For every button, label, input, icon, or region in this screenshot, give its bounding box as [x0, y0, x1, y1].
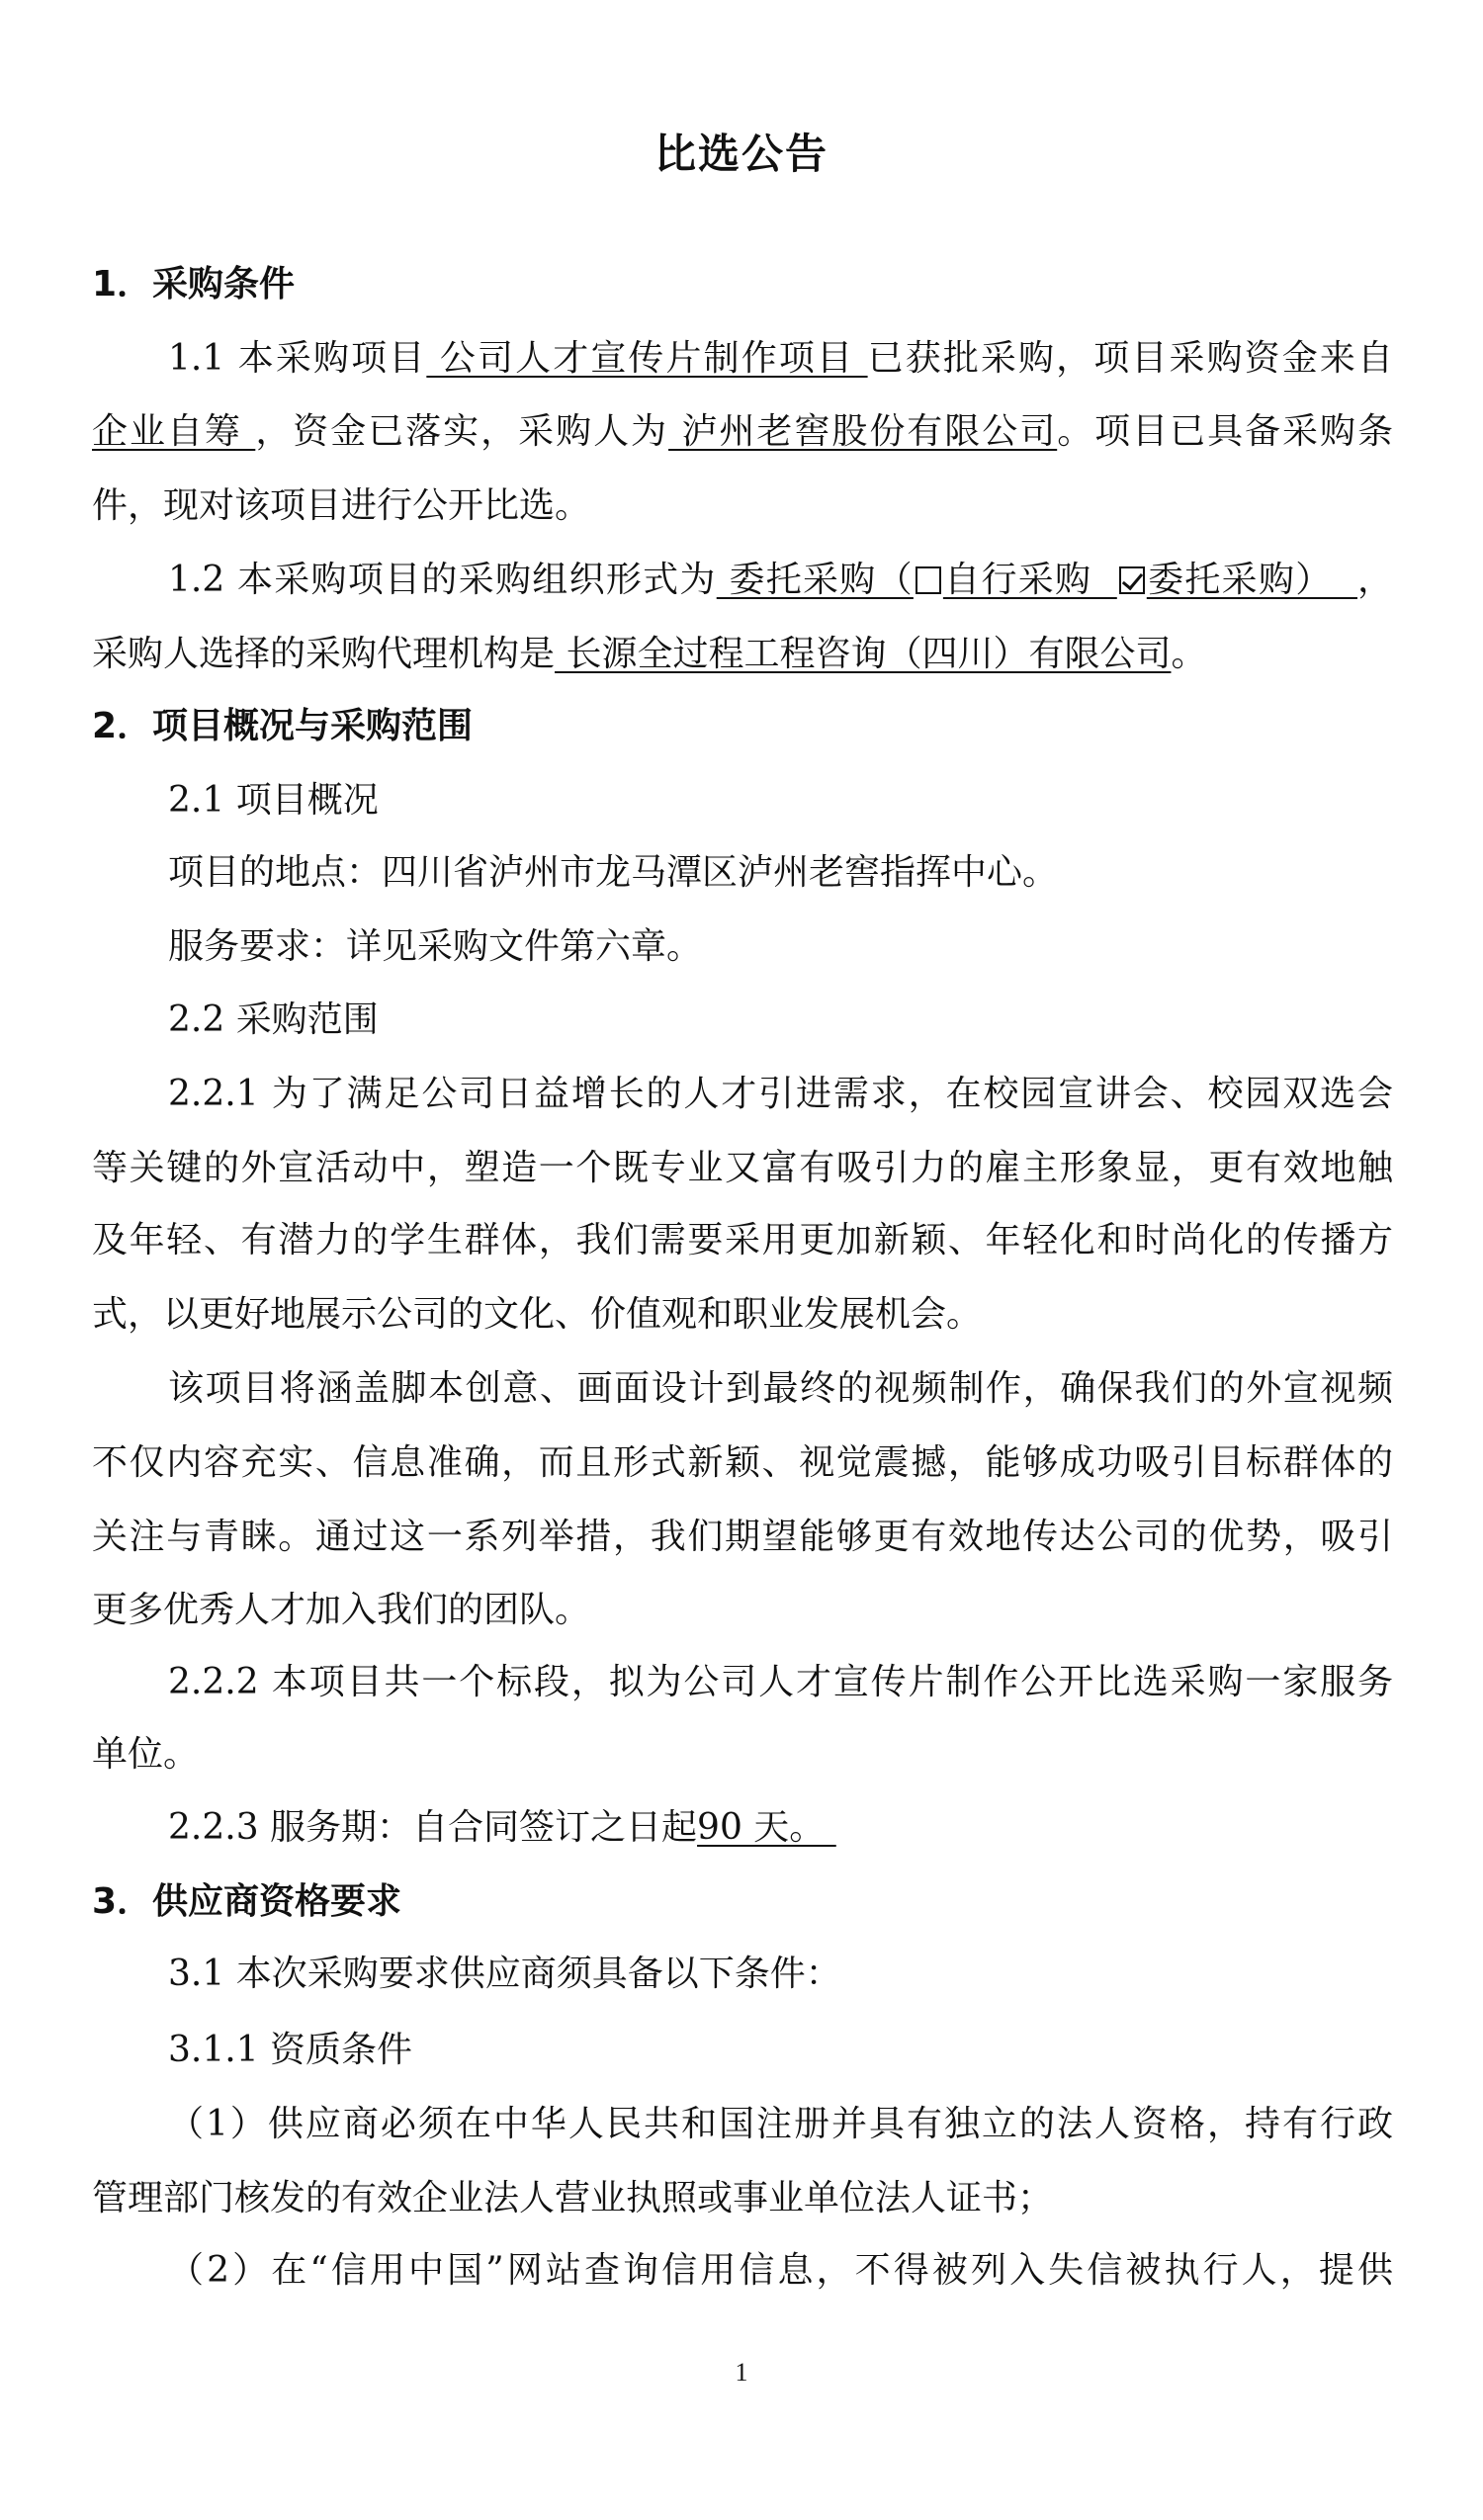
option-entrusted-label: 委托采购）	[1146, 560, 1357, 600]
paragraph-2-2-1-line: 及年轻、有潜力的学生群体，我们需要采用更加新颖、年轻化和时尚化的传播方	[92, 1220, 1393, 1260]
section-2-heading: 2．项目概况与采购范围	[92, 706, 474, 746]
paragraph-1-1-line-3: 件，现对该项目进行公开比选。	[92, 485, 591, 526]
project-name: 公司人才宣传片制作项目	[426, 338, 868, 379]
subsection-3-1: 3.1 本次采购要求供应商须具备以下条件：	[168, 1954, 841, 1994]
paragraph-1-1-line-1	[168, 337, 1393, 381]
page-title: 比选公告	[654, 130, 829, 178]
fund-source: 企业自筹	[92, 411, 256, 452]
procurement-form	[717, 560, 1357, 600]
p11-mid3: 。项目已具备采购条	[1057, 411, 1393, 452]
paragraph-2-2-1b-line: 不仅内容充实、信息准确，而且形式新颖、视觉震撼，能够成功吸引目标群体的	[92, 1442, 1393, 1483]
paragraph-2-2-2-line: 单位。	[92, 1734, 200, 1775]
paragraph-2-2-1b-line: 关注与青睐。通过这一系列举措，我们期望能够更有效地传达公司的优势，吸引	[92, 1517, 1393, 1557]
paragraph-2-2-2-line: 2.2.2 本项目共一个标段，拟为公司人才宣传片制作公开比选采购一家服务	[168, 1662, 1393, 1702]
paragraph-2-2-1b-line: 更多优秀人才加入我们的团队。	[92, 1590, 591, 1630]
agency-end: 。	[1171, 634, 1207, 674]
project-location: 项目的地点：四川省泸州市龙马潭区泸州老窖指挥中心。	[168, 852, 1059, 893]
service-period-value: 90 天。	[697, 1807, 836, 1848]
agency-name: 长源全过程工程咨询（四川）有限公司	[555, 634, 1172, 674]
qualification-item-1-line: 管理部门核发的有效企业法人营业执照或事业单位法人证书；	[92, 2178, 1054, 2218]
p11-mid1: 已获批采购，项目采购资金来自	[867, 338, 1393, 379]
qualification-item-1-line: （1）供应商必须在中华人民共和国注册并具有独立的法人资格，持有行政	[168, 2104, 1393, 2144]
purchaser-name: 泸州老窖股份有限公司	[668, 411, 1058, 452]
paragraph-2-2-1-line: 式，以更好地展示公司的文化、价值观和职业发展机会。	[92, 1294, 983, 1335]
subsection-3-1-1-heading: 3.1.1 资质条件	[168, 2030, 413, 2070]
p11-mid2: ，资金已落实，采购人为	[255, 411, 669, 452]
p12-after: ，	[1356, 560, 1393, 600]
paragraph-1-2-line-1	[168, 559, 1393, 602]
section-3-heading: 3．供应商资格要求	[92, 1881, 402, 1922]
p11-prefix: 1.1 本采购项目	[168, 338, 427, 379]
subsection-2-1-heading: 2.1 项目概况	[168, 780, 379, 821]
paragraph-2-2-1-line: 等关键的外宣活动中，塑造一个既专业又富有吸引力的雇主形象显，更有效地触	[92, 1148, 1393, 1188]
paragraph-2-2-3	[168, 1806, 836, 1850]
paragraph-1-1-line-2	[92, 410, 1393, 454]
option-self-label: 自行采购	[942, 560, 1117, 600]
page-number: 1	[735, 2358, 748, 2387]
service-period-label: 2.2.3 服务期：自合同签订之日起	[168, 1807, 698, 1848]
paragraph-1-2-line-2	[92, 633, 1206, 676]
service-requirement: 服务要求：详见采购文件第六章。	[168, 926, 703, 967]
paragraph-2-2-1-line: 2.2.1 为了满足公司日益增长的人才引进需求，在校园宣讲会、校园双选会	[168, 1074, 1393, 1114]
checkbox-self-procurement	[916, 566, 941, 594]
p12-prefix: 1.2 本采购项目的采购组织形式为	[168, 560, 717, 600]
procurement-form-label: 委托采购（	[716, 560, 914, 600]
section-1-heading: 1．采购条件	[92, 264, 296, 304]
subsection-2-2-heading: 2.2 采购范围	[168, 999, 379, 1040]
paragraph-2-2-1b-line: 该项目将涵盖脚本创意、画面设计到最终的视频制作，确保我们的外宣视频	[168, 1368, 1393, 1409]
checkbox-entrusted-procurement	[1119, 566, 1145, 594]
agency-prefix: 采购人选择的采购代理机构是	[92, 634, 556, 674]
qualification-item-2-line: （2）在“信用中国”网站查询信用信息，不得被列入失信被执行人，提供	[168, 2250, 1393, 2291]
